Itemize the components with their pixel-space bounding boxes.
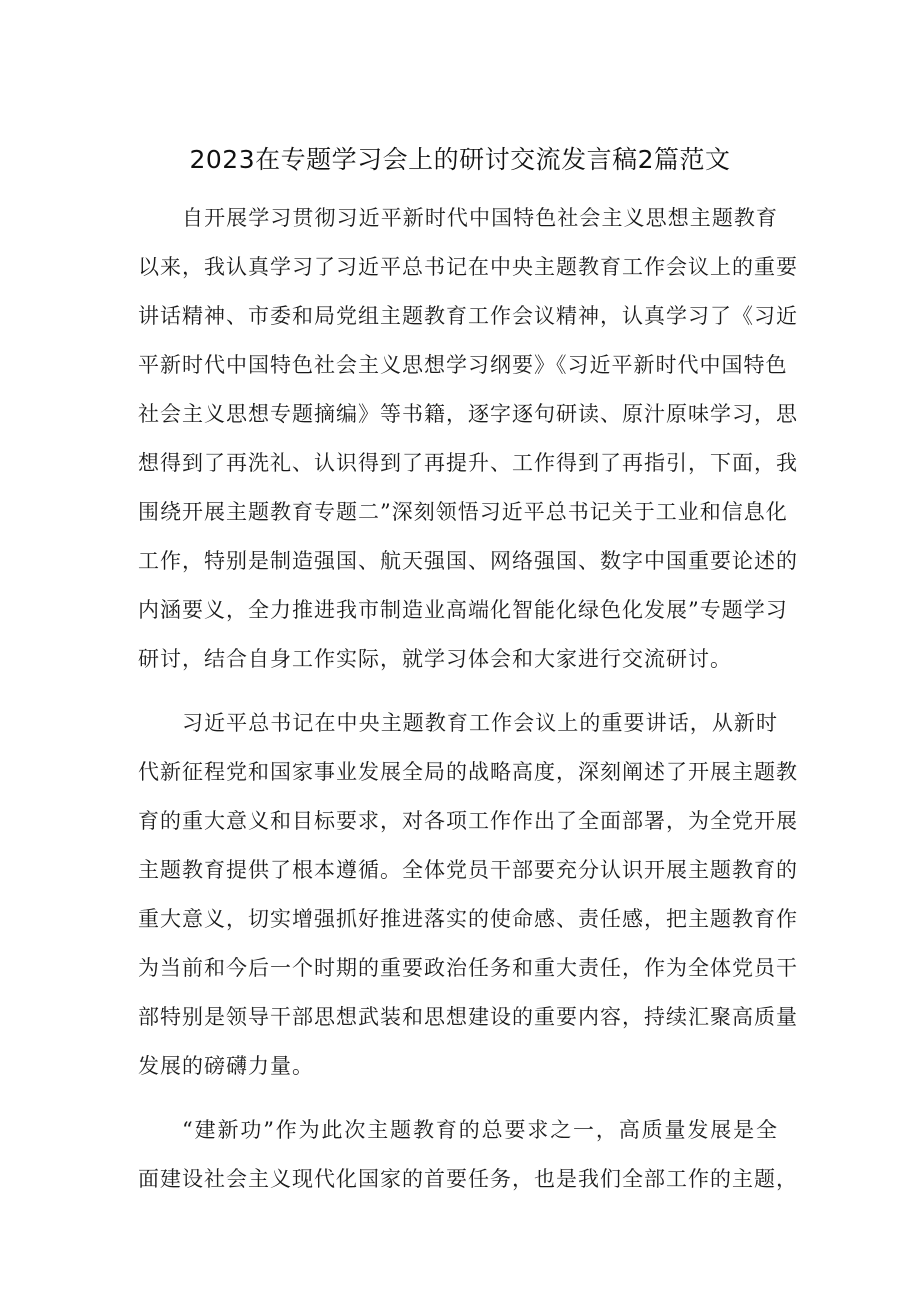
document-body: [138, 194, 798, 1204]
text-line: 育的重大意义和目标要求，对各项工作作出了全面部署，为全党开展: [138, 809, 798, 833]
text-line: 面建设社会主义现代化国家的首要任务，也是我们全部工作的主题，: [138, 1167, 798, 1191]
text-line: 讲话精神、市委和局党组主题教育工作会议精神，认真学习了《习近: [138, 304, 798, 328]
text-line: 重大意义，切实增强抓好推进落实的使命感、责任感，把主题教育作: [138, 907, 798, 931]
document-title: 2023在专题学习会上的研讨交流发言稿2篇范文: [189, 145, 731, 174]
paragraph-gap: [138, 1091, 778, 1106]
text-line: “建新功”作为此次主题教育的总要求之一，高质量发展是全: [182, 1118, 778, 1142]
text-line: 习近平总书记在中央主题教育工作会议上的重要讲话，从新时: [182, 711, 778, 735]
paragraph-1: [138, 194, 798, 684]
text-line: 内涵要义，全力推进我市制造业高端化智能化绿色化发展”专题学习: [138, 598, 788, 622]
text-line: 代新征程党和国家事业发展全局的战略高度，深刻阐述了开展主题教: [138, 760, 798, 784]
paragraph-3: [138, 1106, 798, 1204]
text-line: 发展的磅礴力量。: [138, 1054, 314, 1078]
text-line: 主题教育提供了根本遵循。全体党员干部要充分认识开展主题教育的: [138, 858, 798, 882]
text-line: 想得到了再洗礼、认识得到了再提升、工作得到了再指引，下面，我: [138, 451, 798, 475]
text-line: 自开展学习贯彻习近平新时代中国特色社会主义思想主题教育: [182, 206, 778, 230]
text-line: 社会主义思想专题摘编》等书籍，逐字逐句研读、原汁原味学习，思: [138, 402, 798, 426]
text-line: 研讨，结合自身工作实际，就学习体会和大家进行交流研讨。: [138, 647, 732, 671]
text-line: 为当前和今后一个时期的重要政治任务和重大责任，作为全体党员干: [138, 956, 798, 980]
paragraph-gap: [138, 684, 778, 699]
text-line: 以来，我认真学习了习近平总书记在中央主题教育工作会议上的重要: [138, 255, 798, 279]
text-line: 围绕开展主题教育专题二”深刻领悟习近平总书记关于工业和信息化: [138, 500, 788, 524]
paragraph-2: [138, 699, 798, 1091]
text-line: 部特别是领导干部思想武装和思想建设的重要内容，持续汇聚高质量: [138, 1005, 798, 1029]
text-line: 平新时代中国特色社会主义思想学习纲要》《习近平新时代中国特色: [138, 353, 788, 377]
text-line: 工作，特别是制造强国、航天强国、网络强国、数字中国重要论述的: [138, 549, 798, 573]
